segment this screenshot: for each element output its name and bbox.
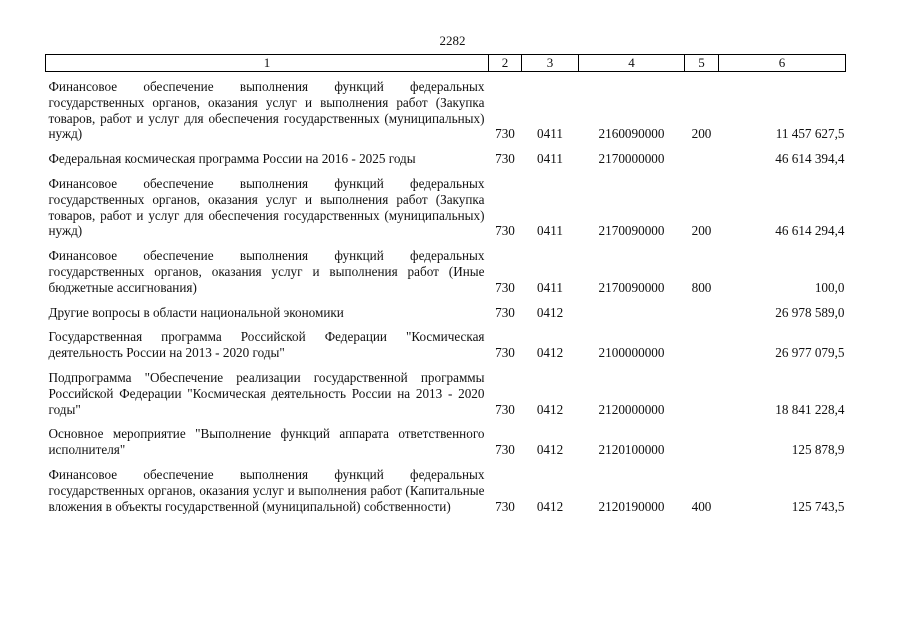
row-target-code: 2170000000 — [598, 151, 665, 167]
row-section-code: 0412 — [536, 401, 564, 417]
row-target-code: 2120000000 — [598, 401, 665, 417]
row-amount: 46 614 294,4 — [775, 223, 845, 239]
row-expense-type: 400 — [691, 498, 712, 514]
budget-table — [45, 54, 846, 514]
column-header-1: 1 — [46, 55, 489, 72]
column-header-3: 3 — [522, 55, 579, 72]
row-expense-type — [685, 142, 719, 167]
row-section-code: 0411 — [537, 151, 563, 167]
row-expense-type: 200 — [691, 223, 712, 239]
table-row — [46, 72, 846, 143]
row-expense-type — [685, 417, 719, 458]
table-header — [46, 55, 846, 72]
table-row — [46, 142, 846, 167]
row-expense-type — [685, 361, 719, 417]
row-section-code: 0412 — [536, 304, 564, 320]
row-amount: 46 614 394,4 — [775, 151, 845, 167]
row-name: Финансовое обеспечение выполнения функций федеральных государственных органов, оказания услуг и выполнения работ (Иные бюджетные ассигнования) — [48, 248, 485, 295]
row-amount: 26 977 079,5 — [775, 345, 845, 361]
column-header-2: 2 — [489, 55, 522, 72]
row-target-code — [579, 296, 685, 321]
column-header-4: 4 — [579, 55, 685, 72]
row-amount: 18 841 228,4 — [775, 401, 845, 417]
row-ministry-code: 730 — [495, 151, 515, 167]
table-row — [46, 361, 846, 417]
row-name: Финансовое обеспечение выполнения функций федеральных государственных органов, оказания услуг и выполнения работ (Закупка товаров, работ и услуг для обеспечения государственных (муниципальных) нужд) — [48, 79, 485, 142]
row-section-code: 0411 — [537, 126, 563, 142]
row-ministry-code: 730 — [495, 442, 515, 458]
row-amount: 125 878,9 — [791, 442, 845, 458]
row-expense-type — [685, 296, 719, 321]
row-name: Федеральная космическая программа России на 2016 - 2025 годы — [48, 151, 416, 167]
row-amount: 125 743,5 — [791, 498, 845, 514]
table-row — [46, 167, 846, 239]
row-target-code: 2120100000 — [598, 442, 665, 458]
table-row — [46, 458, 846, 514]
row-section-code: 0411 — [537, 279, 563, 295]
row-ministry-code: 730 — [495, 126, 515, 142]
row-ministry-code: 730 — [495, 279, 515, 295]
row-ministry-code: 730 — [495, 498, 515, 514]
row-expense-type — [685, 320, 719, 361]
row-target-code: 2160090000 — [598, 126, 665, 142]
row-ministry-code: 730 — [495, 223, 515, 239]
row-name: Финансовое обеспечение выполнения функций федеральных государственных органов, оказания услуг и выполнения работ (Капитальные вложения в объекты государственной (муниципальной) собственности) — [48, 466, 485, 514]
row-amount: 26 978 589,0 — [775, 304, 845, 320]
table-row — [46, 239, 846, 295]
column-header-6: 6 — [719, 55, 846, 72]
row-ministry-code: 730 — [495, 345, 515, 361]
row-target-code: 2170090000 — [598, 223, 665, 239]
table-row — [46, 296, 846, 321]
table-row — [46, 417, 846, 458]
table-row — [46, 320, 846, 361]
row-expense-type: 800 — [691, 279, 712, 295]
row-amount: 100,0 — [814, 279, 845, 295]
row-section-code: 0411 — [537, 223, 563, 239]
row-amount: 11 457 627,5 — [775, 126, 845, 142]
row-target-code: 2100000000 — [598, 345, 665, 361]
header-row — [46, 55, 846, 72]
row-name: Другие вопросы в области национальной экономики — [48, 304, 344, 320]
row-section-code: 0412 — [536, 345, 564, 361]
row-section-code: 0412 — [536, 442, 564, 458]
row-name: Финансовое обеспечение выполнения функций федеральных государственных органов, оказания услуг и выполнения работ (Закупка товаров, работ и услуг для обеспечения государственных (муниципальных) нужд) — [48, 175, 485, 239]
page-number: 2282 — [439, 33, 466, 48]
row-ministry-code: 730 — [495, 304, 515, 320]
row-name: Основное мероприятие "Выполнение функций аппарата ответственного исполнителя" — [48, 426, 485, 458]
row-target-code: 2120190000 — [598, 498, 665, 514]
row-name: Подпрограмма "Обеспечение реализации государственной программы Российской Федерации "Космическая деятельность России на 2013 - 2020 годы" — [48, 369, 485, 417]
row-target-code: 2170090000 — [598, 279, 665, 295]
column-header-5: 5 — [685, 55, 719, 72]
row-name: Государственная программа Российской Федерации "Космическая деятельность России на 2013 - 2020 годы" — [48, 329, 485, 361]
table-body — [46, 72, 846, 515]
row-expense-type: 200 — [691, 126, 712, 142]
row-ministry-code: 730 — [495, 401, 515, 417]
row-section-code: 0412 — [536, 498, 564, 514]
